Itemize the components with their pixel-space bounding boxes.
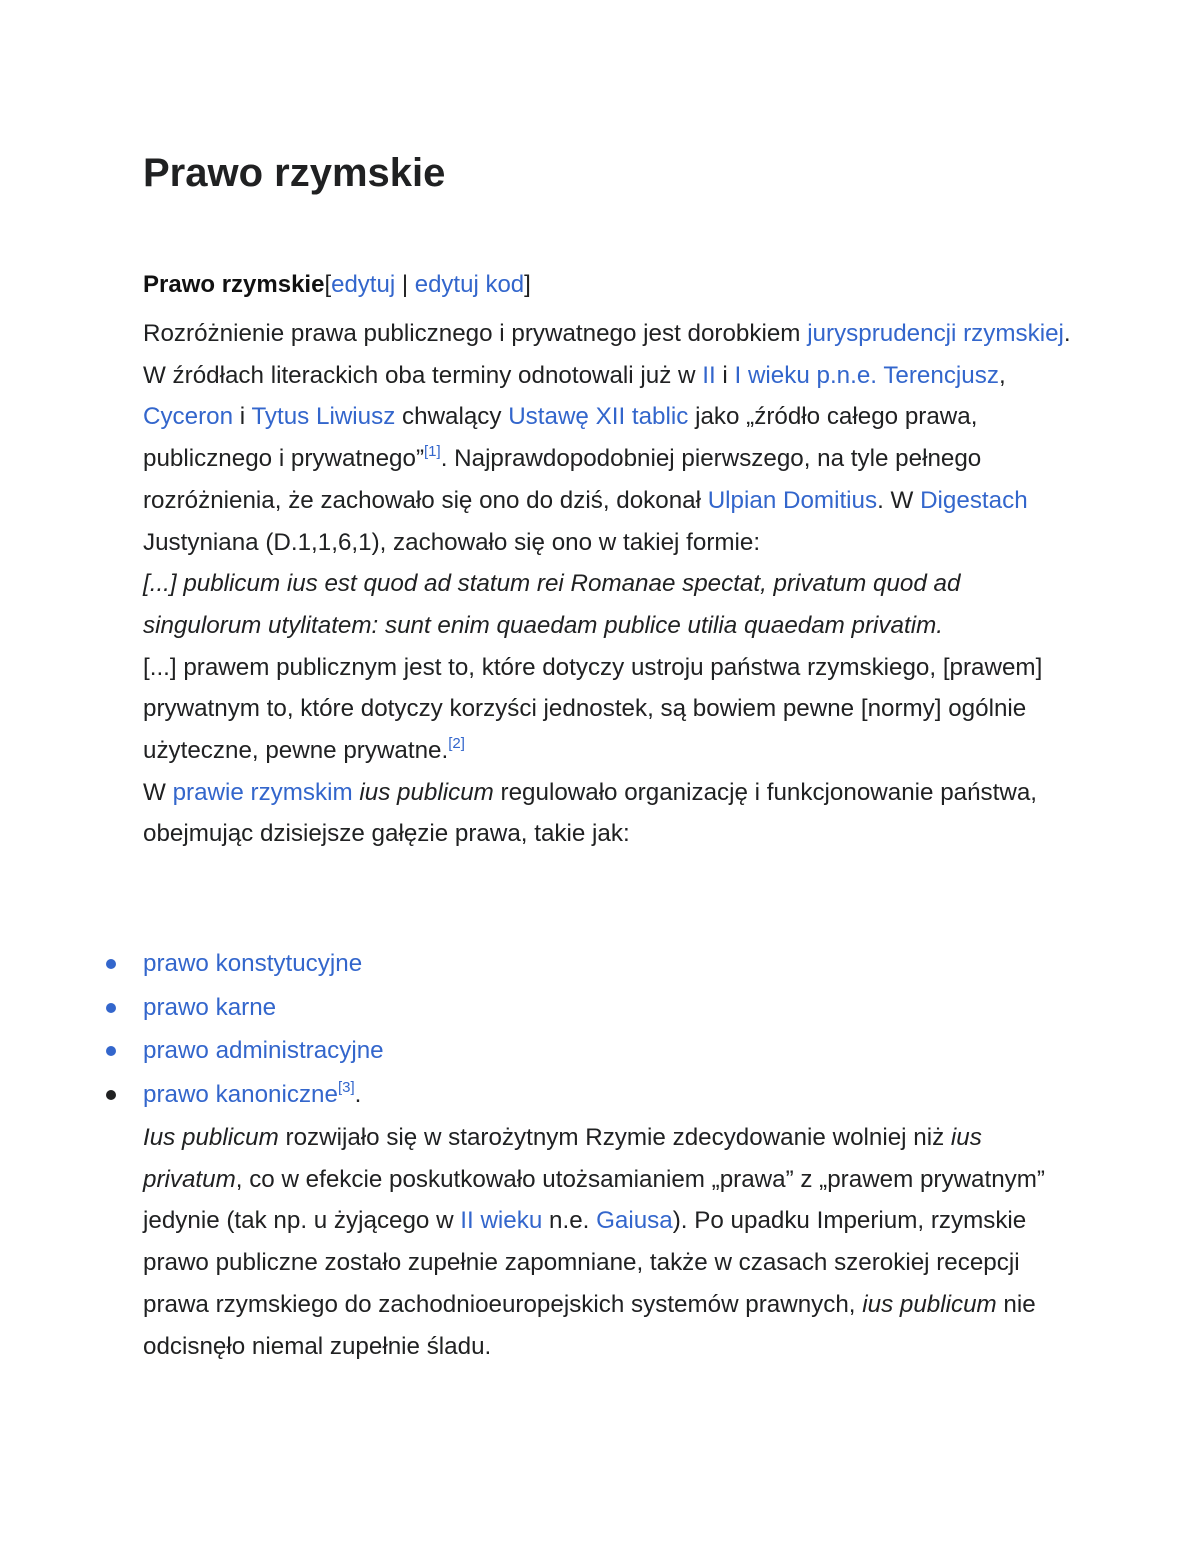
bullet-icon	[106, 1003, 116, 1013]
list-item	[105, 1073, 1065, 1117]
polish-translation: [...] prawem publicznym jest to, które dotyczy ustroju państwa rzymskiego, [prawem] prywatnym to, które dotyczy korzyści jednostek, są bowiem pewne [normy] ogólnie użyteczne, pewne prywatne.	[143, 653, 1043, 765]
text-run: chwalący	[395, 403, 509, 431]
link-ustawa-xii-tablic[interactable]: Ustawę XII tablic	[508, 403, 689, 431]
text-run: W	[143, 778, 173, 806]
reference-3[interactable]: [3]	[337, 1078, 355, 1096]
link-prawie-rzymskim[interactable]: prawie rzymskim	[172, 778, 353, 806]
link-tytus-liwiusz[interactable]: Tytus Liwiusz	[251, 403, 396, 431]
text-run: ,	[998, 361, 1006, 389]
link-prawo-konstytucyjne[interactable]: prawo konstytucyjne	[143, 950, 363, 977]
link-prawo-administracyjne[interactable]: prawo administracyjne	[143, 1037, 384, 1064]
reference-2[interactable]: [2]	[448, 735, 465, 753]
link-prawo-kanoniczne[interactable]: prawo kanoniczne	[143, 1080, 338, 1108]
bullet-icon	[106, 1090, 116, 1100]
edit-code-link[interactable]: edytuj kod	[414, 271, 525, 298]
list-item	[105, 1029, 1065, 1073]
link-terencjusz[interactable]: Terencjusz	[883, 361, 999, 389]
term-ius-publicum: Ius publicum	[143, 1124, 279, 1151]
bracket-open: [	[324, 271, 332, 298]
article	[143, 145, 1073, 1360]
text-run: Justyniana (D.1,1,6,1), zachowało się ono w takiej formie:	[143, 528, 761, 556]
law-branches-list	[105, 942, 1065, 1116]
edit-link[interactable]: edytuj	[331, 271, 396, 298]
text-run: nie odcisnęło niemal zupełnie śladu.	[143, 1290, 1036, 1360]
section-title: Prawo rzymskie	[143, 271, 325, 298]
link-gaiusa[interactable]: Gaiusa	[596, 1207, 673, 1235]
text-run: n.e.	[542, 1207, 597, 1235]
term-ius-privatum: ius privatum	[143, 1124, 982, 1193]
link-ulpian-domitius[interactable]: Ulpian Domitius	[707, 486, 878, 514]
text-run: i	[233, 403, 252, 431]
link-prawo-karne[interactable]: prawo karne	[143, 993, 277, 1021]
text-run: ). Po upadku Imperium, rzymskie prawo publiczne zostało zupełnie zapomniane, także w czasach szerokiej recepcji prawa rzymskiego do zachodnioeuropejskich systemów prawnych,	[143, 1207, 1027, 1318]
term-ius-publicum: ius publicum	[359, 778, 494, 806]
closing-paragraph	[143, 1117, 1073, 1367]
text-run: regulowało organizację i funkcjonowanie państwa, obejmując dzisiejsze gałęzie prawa, takie jak:	[143, 778, 1038, 848]
edit-separator: |	[395, 271, 415, 298]
list-item	[105, 986, 1065, 1030]
intro-paragraph	[143, 313, 1073, 855]
link-ii-wieku-pne[interactable]: II	[702, 361, 716, 389]
term-ius-publicum: ius publicum	[862, 1290, 997, 1318]
text-run: . W	[877, 486, 921, 514]
link-jurysprudencji[interactable]: jurysprudencji rzymskiej	[807, 320, 1064, 347]
bracket-close: ]	[524, 271, 531, 298]
section-heading	[143, 265, 531, 305]
link-cyceron[interactable]: Cyceron	[143, 403, 234, 431]
link-digestach[interactable]: Digestach	[920, 486, 1028, 514]
bullet-icon	[106, 959, 116, 969]
text-run: jako „źródło całego prawa, publicznego i prywatnego”	[143, 403, 978, 473]
reference-1[interactable]: [1]	[424, 443, 441, 461]
link-ii-wieku[interactable]: II wieku	[460, 1207, 543, 1235]
text-run: .	[354, 1080, 362, 1108]
text-run: rozwijało się w starożytnym Rzymie zdecydowanie wolniej niż	[278, 1124, 951, 1151]
text-run: . Najprawdopodobniej pierwszego, na tyle pełnego rozróżnienia, że zachowało się ono do dziś, dokonał	[143, 445, 982, 514]
text-run: i	[715, 361, 735, 389]
link-i-wieku-pne[interactable]: I wieku p.n.e.	[734, 361, 878, 389]
list-item	[105, 942, 1065, 986]
text-run: Rozróżnienie prawa publicznego i prywatnego jest dorobkiem	[143, 320, 808, 347]
text-run: , co w efekcie poskutkowało utożsamianiem „prawa” z „prawem prywatnym” jedynie (tak np. u żyjącego w	[143, 1165, 1045, 1235]
text-run: . W źródłach literackich oba terminy odnotowali już w	[143, 320, 1071, 389]
bullet-icon	[106, 1046, 116, 1056]
latin-quote: [...] publicum ius est quod ad statum rei Romanae spectat, privatum quod ad singulorum utylitatem: sunt enim quaedam publice utilia quaedam privatim.	[143, 570, 961, 639]
page-title: Prawo rzymskie	[143, 151, 446, 195]
